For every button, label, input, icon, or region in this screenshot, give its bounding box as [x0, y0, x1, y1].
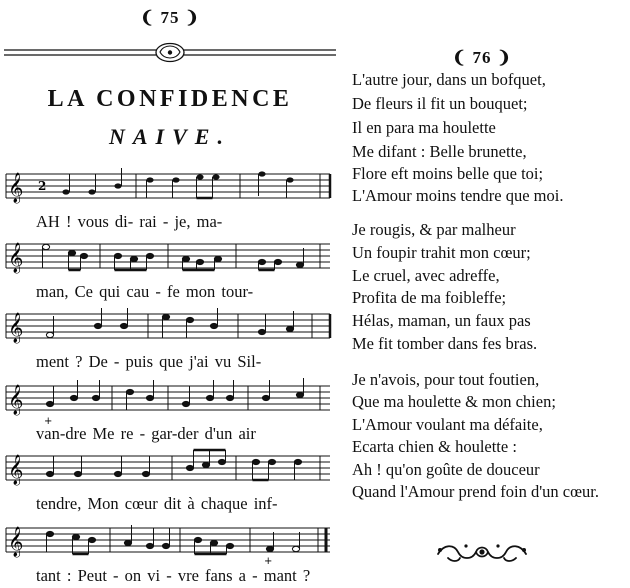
verse-3-line-2: Que ma houlette & mon chien;	[352, 392, 556, 411]
verse-3-line-6: Quand l'Amour prend foin d'un cœur.	[352, 482, 599, 501]
verse-3-line-1: Je n'avois, pour tout foutien,	[352, 370, 540, 389]
left-bracket: ❨	[140, 8, 161, 27]
verse-1-line-5: Flore eft moins belle que toi;	[352, 164, 544, 183]
verse-2-line-6: Me fit tomber dans fes bras.	[352, 334, 538, 353]
music-staff-1	[0, 166, 340, 206]
svg-text:𝄞: 𝄞	[8, 243, 24, 273]
left-bracket: ❨	[452, 48, 473, 67]
lyric-line-2: man, Ce qui cau - fe mon tour-	[36, 282, 254, 301]
svg-text:𝄞: 𝄞	[8, 455, 24, 485]
music-staff-6	[0, 520, 340, 567]
svg-text:𝄞: 𝄞	[8, 385, 24, 415]
song-title: LA CONFIDENCE	[47, 86, 293, 112]
lyric-line-4: van-dre Me re - gar-der d'un air	[36, 424, 256, 443]
verse-2-line-1: Je rougis, & par malheur	[352, 220, 516, 239]
verse-1-line-1: L'autre jour, dans un bofquet,	[352, 70, 546, 89]
page-number-left: ❨ 75 ❩	[140, 8, 200, 27]
verse-1-line-4: Me difant : Belle brunette,	[352, 142, 527, 161]
song-subtitle: NAIVE.	[109, 124, 231, 149]
verse-2-line-3: Le cruel, avec adreffe,	[352, 266, 500, 285]
lyric-line-5: tendre, Mon cœur dit à chaque inf-	[36, 494, 278, 513]
right-bracket: ❩	[491, 48, 512, 67]
verse-1-line-2: De fleurs il fit un bouquet;	[352, 94, 528, 113]
verse-2-line-2: Un foupir trahit mon cœur;	[352, 243, 531, 262]
svg-text:+: +	[264, 556, 273, 567]
verse-1-line-6: L'Amour moins tendre que moi.	[352, 186, 564, 205]
verse-2-line-4: Profita de ma foibleffe;	[352, 288, 507, 307]
svg-text:𝄞: 𝄞	[8, 527, 24, 557]
verse-3-line-5: Ah ! qu'on goûte de douceur	[352, 460, 540, 479]
verse-1-line-3: Il en para ma houlette	[352, 118, 496, 137]
music-staff-2	[0, 236, 340, 276]
svg-text:+: +	[44, 416, 53, 427]
svg-text:2: 2	[38, 179, 47, 193]
lyric-line-6: tant : Peut - on vi - vre fans a - mant ?	[36, 566, 311, 585]
fleuron-ornament	[432, 540, 532, 564]
svg-text:𝄞: 𝄞	[8, 313, 24, 343]
svg-text:𝄞: 𝄞	[8, 173, 24, 203]
right-bracket: ❩	[179, 8, 200, 27]
ornament-rule	[0, 40, 340, 66]
lyric-line-3: ment ? De - puis que j'ai vu Sil-	[36, 352, 262, 371]
lyric-line-1: AH ! vous di- rai - je, ma-	[36, 212, 223, 231]
right-page	[340, 0, 630, 588]
verse-3-line-3: L'Amour voulant ma défaite,	[352, 415, 543, 434]
page-number-right: ❨ 76 ❩	[452, 48, 512, 67]
music-staff-4	[0, 378, 340, 427]
verse-2-line-5: Hélas, maman, un faux pas	[352, 311, 531, 330]
verse-3-line-4: Ecarta chien & houlette :	[352, 437, 517, 456]
music-staff-5	[0, 448, 340, 488]
music-staff-3	[0, 306, 340, 346]
